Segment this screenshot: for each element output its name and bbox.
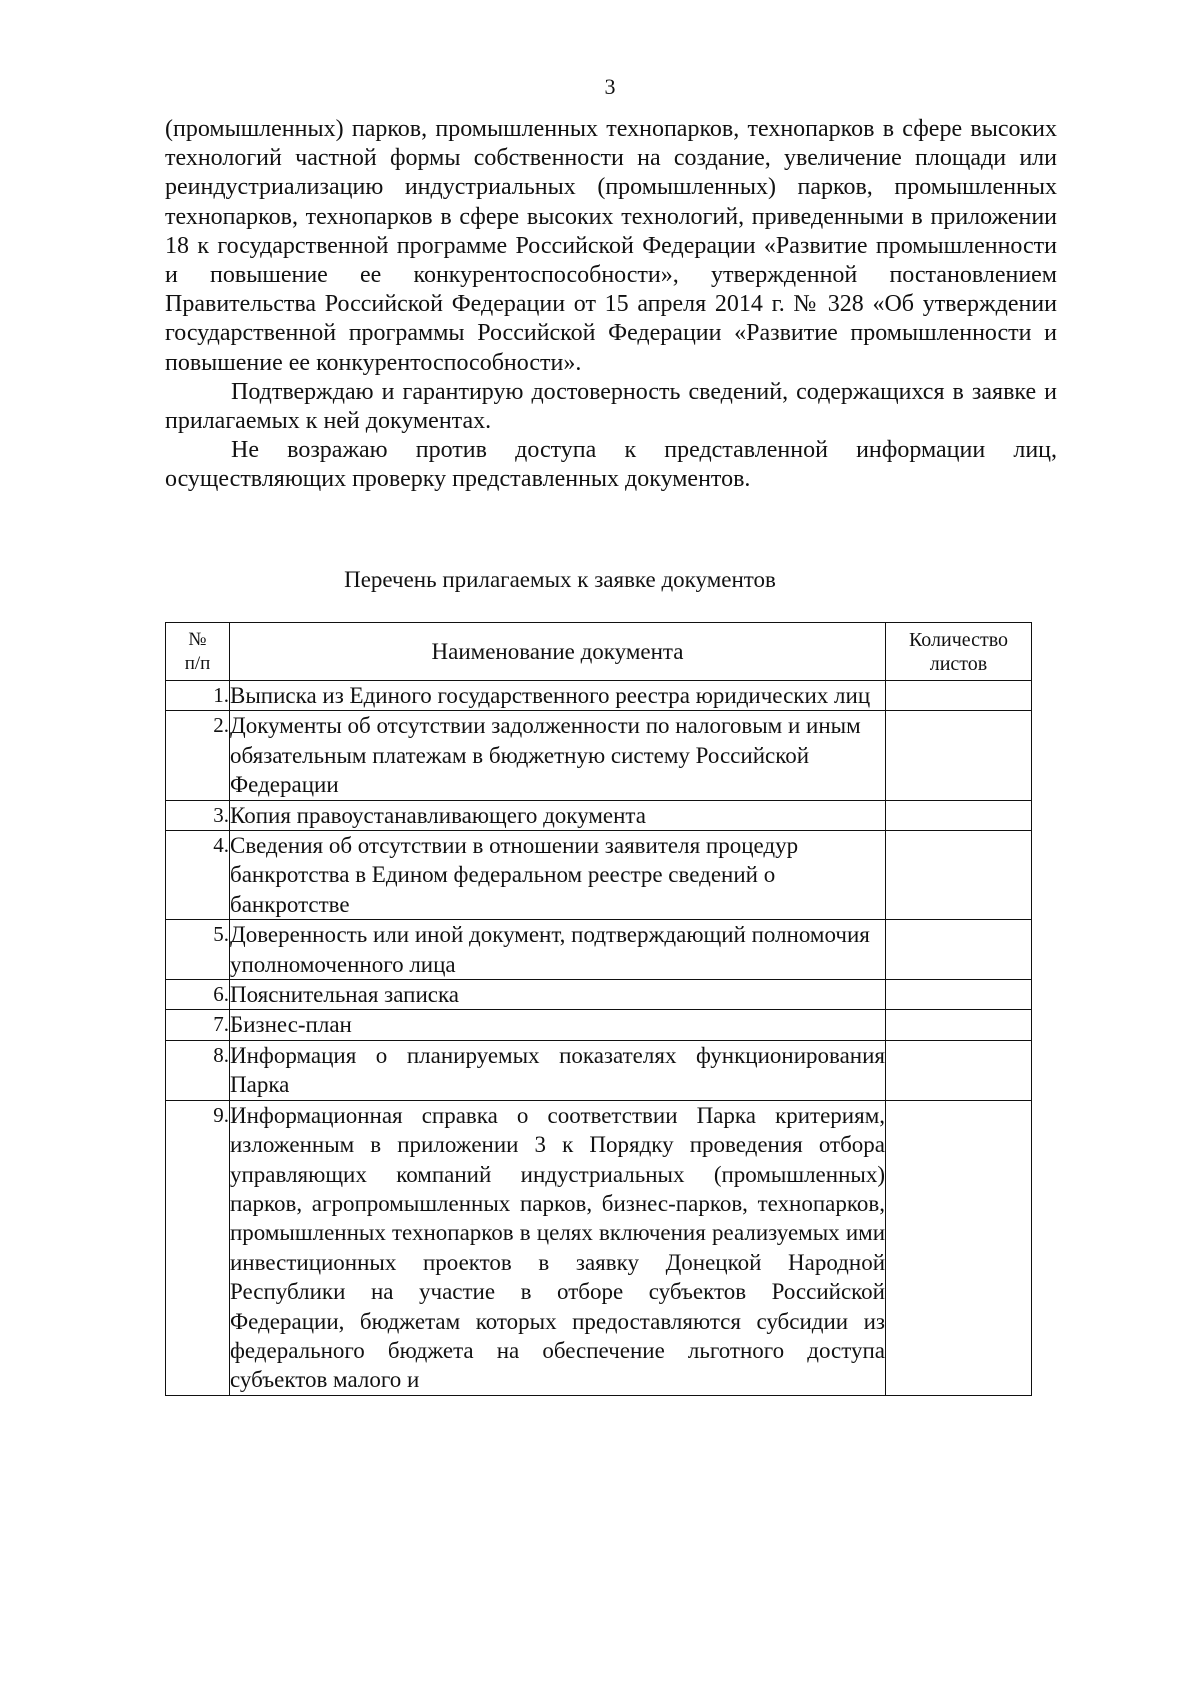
row-sheet-count: [886, 831, 1032, 920]
row-document-name: Доверенность или иной документ, подтверждающий полномочия уполномоченного лица: [230, 920, 886, 980]
row-sheet-count: [886, 711, 1032, 800]
documents-table: [165, 622, 1032, 1396]
paragraph-no-objection: Не возражаю против доступа к представленной информации лиц, осуществляющих проверку представленных документов.: [165, 437, 1057, 493]
documents-list-title: Перечень прилагаемых к заявке документов: [344, 567, 776, 592]
document-body: [165, 115, 1057, 495]
row-number: 1.: [166, 681, 230, 711]
row-document-name: Сведения об отсутствии в отношении заявителя процедур банкротства в Едином федеральном реестре сведений о банкротстве: [230, 831, 886, 920]
row-sheet-count: [886, 681, 1032, 711]
row-document-name: Копия правоустанавливающего документа: [230, 800, 886, 830]
header-count-line2: листов: [929, 652, 988, 675]
table-header-row: [166, 623, 1032, 681]
page-number: 3: [604, 74, 616, 99]
table-row: [166, 920, 1032, 980]
row-sheet-count: [886, 1100, 1032, 1395]
row-number: 7.: [166, 1010, 230, 1040]
table-row: [166, 1100, 1032, 1395]
row-number: 5.: [166, 920, 230, 980]
row-document-name: Бизнес-план: [230, 1010, 886, 1040]
table-row: [166, 980, 1032, 1010]
row-document-name: Информация о планируемых показателях функционирования Парка: [230, 1040, 886, 1100]
header-number: [166, 623, 230, 681]
header-count-line1: Количество: [908, 628, 1009, 651]
row-number: 4.: [166, 831, 230, 920]
header-sheet-count: [886, 623, 1032, 681]
header-document-name: Наименование документа: [230, 623, 886, 681]
table-row: [166, 711, 1032, 800]
table-row: [166, 1010, 1032, 1040]
row-number: 9.: [166, 1100, 230, 1395]
paragraph-continuation: (промышленных) парков, промышленных технопарков, технопарков в сфере высоких технологий частной формы собственности на создание, увеличение площади или реиндустриализацию индустриальных (промышленных) парков, промышленных технопарков, технопарков в сфере высоких технологий, приведенными в приложении 18 к государственной программе Российской Федерации «Развитие промышленности и повышение ее конкурентоспособности», утвержденной постановлением Правительства Российской Федерации от 15 апреля 2014 г. № 328 «Об утверждении государственной программы Российской Федерации «Развитие промышленности и повышение ее конкурентоспособности».: [165, 116, 1057, 376]
row-document-name: Пояснительная записка: [230, 980, 886, 1010]
table-row: [166, 1040, 1032, 1100]
row-document-name: Выписка из Единого государственного реестра юридических лиц: [230, 681, 886, 711]
row-sheet-count: [886, 1040, 1032, 1100]
row-sheet-count: [886, 920, 1032, 980]
row-number: 3.: [166, 800, 230, 830]
table-row: [166, 831, 1032, 920]
header-number-line1: №: [188, 628, 207, 650]
row-document-name: Документы об отсутствии задолженности по налоговым и иным обязательным платежам в бюджетную систему Российской Федерации: [230, 711, 886, 800]
row-number: 6.: [166, 980, 230, 1010]
row-sheet-count: [886, 800, 1032, 830]
paragraph-confirmation: Подтверждаю и гарантирую достоверность сведений, содержащихся в заявке и прилагаемых к ней документах.: [165, 378, 1057, 435]
header-number-line2: п/п: [184, 652, 211, 674]
row-sheet-count: [886, 1010, 1032, 1040]
row-document-name: Информационная справка о соответствии Парка критериям, изложенным в приложении 3 к Порядку проведения отбора управляющих компаний индустриальных (промышленных) парков, агропромышленных парков, бизнес-парков, технопарков, промышленных технопарков в целях включения реализуемых ими инвестиционных проектов в заявку Донецкой Народной Республики на участие в отборе субъектов Российской Федерации, бюджетам которых предоставляются субсидии из федерального бюджета на обеспечение льготного доступа субъектов малого и: [230, 1100, 886, 1395]
table-row: [166, 800, 1032, 830]
row-sheet-count: [886, 980, 1032, 1010]
row-number: 2.: [166, 711, 230, 800]
table-row: [166, 681, 1032, 711]
row-number: 8.: [166, 1040, 230, 1100]
